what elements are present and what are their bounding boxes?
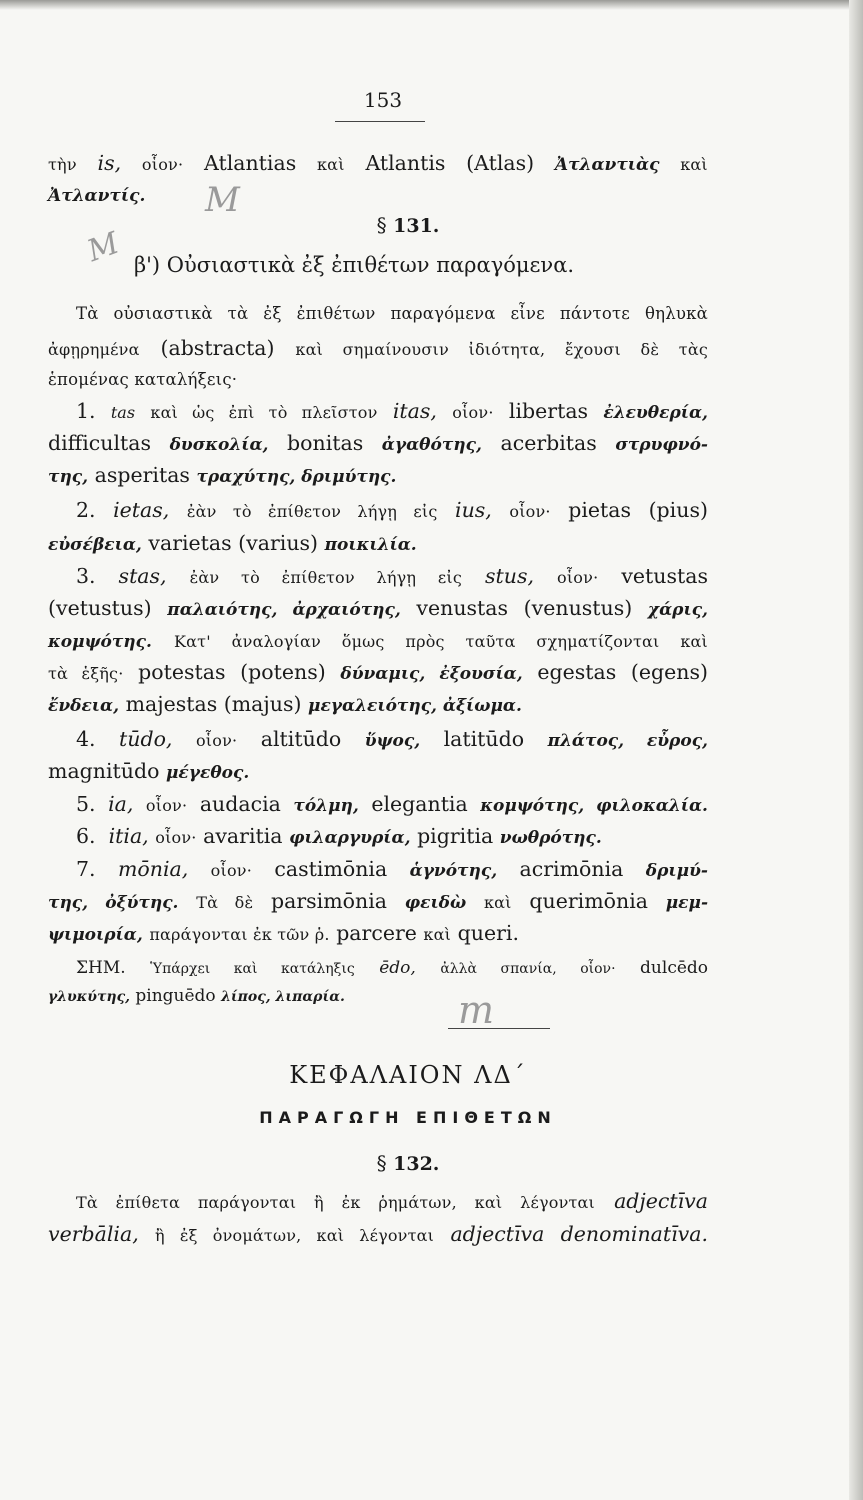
text-line: Ἀτλαντίς. <box>48 186 146 206</box>
list-item-line: εὐσέβεια, varietas (varius) ποικιλία. <box>48 531 417 555</box>
list-item-line: της, asperitas τραχύτης, δριμύτης. <box>48 463 397 487</box>
note-line: ΣΗΜ. Ὑπάρχει καὶ κατάληξις ēdo, ἀλλὰ σπανία, οἷον· dulcēdo <box>76 958 709 978</box>
list-item: 6. itia, οἷον· avaritia φιλαργυρία, pigritia νωθρότης. <box>76 824 602 848</box>
chapter-subtitle: ΠΑΡΑΓΩΓΗ ΕΠΙΘΕΤΩΝ <box>259 1108 557 1127</box>
page-top-shadow <box>0 0 863 10</box>
handwritten-mark: m <box>458 988 495 1032</box>
list-item: 4. tūdo, οἷον· altitūdo ὕψος, latitūdo πλάτος, εὖρος, <box>76 727 708 751</box>
list-item: 3. stas, ἐὰν τὸ ἐπίθετον λήγῃ εἰς stus, οἷον· vetustas <box>76 564 708 588</box>
list-item: 7. mōnia, οἷον· castimōnia ἁγνότης, acrimōnia δριμύ- <box>76 857 708 881</box>
page-right-edge <box>849 0 863 1500</box>
list-item-line: τὰ ἑξῆς· potestas (potens) δύναμις, ἐξουσία, egestas (egens) <box>48 660 708 684</box>
list-item-line: ψιμοιρία, παράγονται ἐκ τῶν ῥ. parcere καὶ queri. <box>48 921 519 945</box>
paragraph-line: Τὰ οὐσιαστικὰ τὰ ἐξ ἐπιθέτων παραγόμενα εἶνε πάντοτε θηλυκὰ <box>76 304 708 323</box>
paragraph-line: ἑπομένας καταλήξεις· <box>48 370 238 389</box>
section-heading-131: § 131. <box>376 213 440 237</box>
paragraph-line: ἀφῃρημένα (abstracta) καὶ σημαίνουσιν ἰδιότητα, ἔχουσι δὲ τὰς <box>48 336 708 360</box>
list-item: 2. ietas, ἐὰν τὸ ἐπίθετον λήγῃ εἰς ius, οἷον· pietas (pius) <box>76 498 708 522</box>
page-number-rule <box>335 121 425 122</box>
list-item-line: της, ὀξύτης. Τὰ δὲ parsimōnia φειδὼ καὶ querimōnia μεμ- <box>48 889 708 913</box>
list-item-line: ἔνδεια, majestas (majus) μεγαλειότης, ἀξίωμα. <box>48 692 522 716</box>
list-item-line: (vetustus) παλαιότης, ἀρχαιότης, venustas (venustus) χάρις, <box>48 596 708 620</box>
section-heading-132: § 132. <box>376 1151 440 1175</box>
text-line: τὴν is, οἷον· Atlantias καὶ Atlantis (Atlas) Ἀτλαντιὰς καὶ <box>48 151 708 175</box>
handwritten-mark: M <box>205 180 240 220</box>
note-line: γλυκύτης, pinguēdo λίπος, λιπαρία. <box>48 986 345 1006</box>
page-number: 153 <box>363 88 403 112</box>
list-item: 1. tas καὶ ὡς ἐπὶ τὸ πλεῖστον itas, οἷον· libertas ἐλευθερία, <box>76 399 708 423</box>
list-item-line: difficultas δυσκολία, bonitas ἀγαθότης, acerbitas στρυφνό- <box>48 431 708 455</box>
subheading-b: β') Οὐσιαστικὰ ἐξ ἐπιθέτων παραγόμενα. <box>134 253 575 277</box>
list-item: 5. ia, οἷον· audacia τόλμη, elegantia κομψότης, φιλοκαλία. <box>76 792 708 816</box>
list-item-line: magnitūdo μέγεθος. <box>48 759 250 783</box>
chapter-title: ΚΕΦΑΛΑΙΟΝ ΛΔ΄ <box>289 1061 527 1089</box>
handwritten-mark: M <box>82 225 124 270</box>
list-item-line: κομψότης. Κατ' ἀναλογίαν ὅμως πρὸς ταῦτα σχηματίζονται καὶ <box>48 632 708 652</box>
paragraph-line: Τὰ ἐπίθετα παράγονται ἢ ἐκ ῥημάτων, καὶ λέγονται adjectīva <box>76 1189 708 1213</box>
section-divider <box>448 1028 550 1029</box>
paragraph-line: verbālia, ἢ ἐξ ὀνομάτων, καὶ λέγονται adjectīva denominatīva. <box>48 1222 708 1246</box>
